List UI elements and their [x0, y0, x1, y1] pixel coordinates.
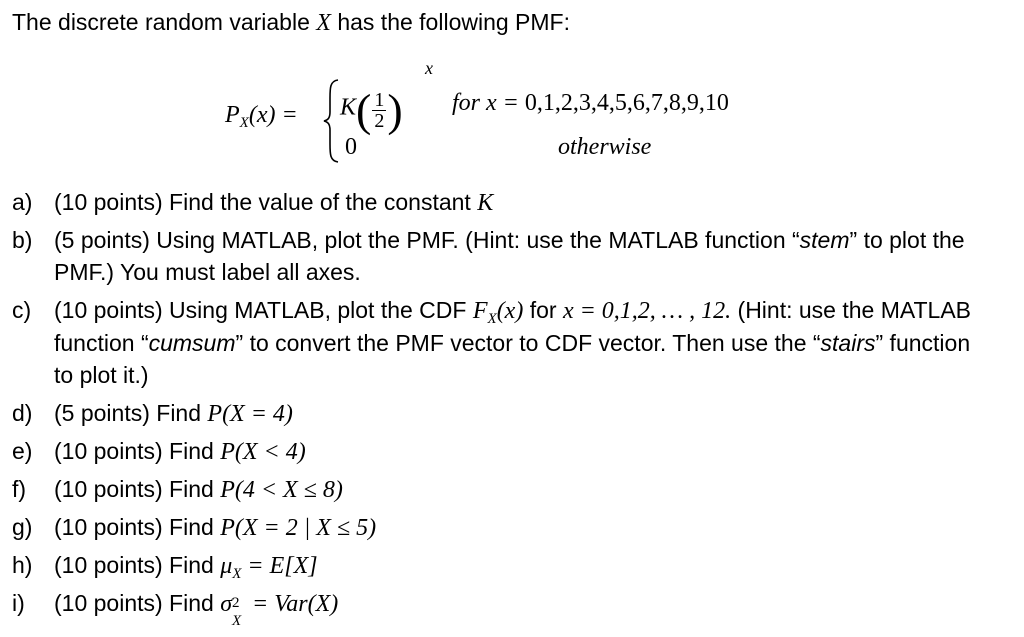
question-text-part: (Hint: use the MATLAB function “	[54, 297, 972, 356]
pmf-case-2: 0	[345, 134, 357, 160]
left-brace-icon	[322, 78, 342, 164]
question-label: i)	[12, 590, 25, 616]
question-text-part: (10 points) Find	[54, 590, 221, 616]
question-text-part: ” function to plot it.)	[54, 330, 971, 388]
question-emphasis: cumsum	[148, 330, 236, 356]
question-math: P(4 < X ≤ 8)	[220, 477, 343, 503]
question-item	[12, 549, 994, 587]
question-item	[12, 587, 994, 629]
question-math: (x)	[496, 298, 524, 324]
question-item	[12, 294, 994, 391]
condition-1-text: for x =	[452, 90, 525, 116]
question-math: σ	[220, 591, 233, 617]
question-text	[54, 473, 994, 506]
pmf-exponent: x	[425, 58, 433, 78]
question-text-part: (10 points) Find	[54, 476, 221, 502]
condition-1-values: 0,1,2,3,4,5,6,7,8,9,10	[524, 90, 729, 116]
question-label: a)	[12, 189, 33, 215]
pmf-lhs-subscript: X	[239, 115, 249, 131]
question-text-part: (10 points) Using MATLAB, plot the CDF	[54, 297, 473, 323]
question-math: = E[X]	[241, 553, 318, 579]
pmf-fraction	[372, 90, 386, 131]
question-text	[54, 587, 994, 629]
question-emphasis: stem	[799, 227, 850, 253]
question-math-subscript: X	[232, 613, 242, 629]
pmf-case-1	[340, 84, 403, 136]
pmf-lhs-arg: (x) =	[248, 102, 298, 128]
question-math: P(X = 4)	[207, 401, 293, 427]
question-list	[12, 186, 994, 629]
question-math: P(X = 2 | X ≤ 5)	[220, 515, 377, 541]
question-label: h)	[12, 552, 33, 578]
pmf-condition-2: otherwise	[558, 134, 652, 160]
fraction-numerator: 1	[374, 89, 385, 111]
question-math: μ	[220, 553, 233, 579]
intro-variable: X	[316, 10, 331, 36]
question-math-subscript: X	[232, 566, 242, 582]
question-math-superscript: 2	[232, 595, 240, 611]
question-text-part: (10 points) Find the value of the constant	[54, 189, 478, 215]
question-text	[54, 294, 994, 391]
question-text-part: (5 points) Find	[54, 400, 208, 426]
question-text	[54, 397, 994, 430]
question-label: f)	[12, 476, 27, 502]
question-item	[12, 397, 994, 435]
question-math-supsub	[232, 595, 246, 629]
question-item	[12, 435, 994, 473]
question-text	[54, 224, 994, 288]
pmf-constant: K	[340, 94, 357, 121]
fraction-denominator: 2	[374, 110, 385, 132]
question-math: P(X < 4)	[220, 439, 306, 465]
question-math: = Var(X)	[246, 591, 339, 617]
question-math: K	[477, 190, 494, 216]
question-text	[54, 549, 994, 582]
question-item	[12, 511, 994, 549]
question-text-part: (10 points) Find	[54, 438, 221, 464]
question-math: x = 0,1,2, … , 12.	[562, 298, 732, 324]
question-text	[54, 511, 994, 544]
question-label: b)	[12, 227, 33, 253]
pmf-lhs	[225, 102, 298, 129]
question-text-part: ” to plot the PMF.) You must label all axes.	[54, 227, 965, 285]
right-paren-icon: )	[387, 84, 403, 136]
question-text-part: ” to convert the PMF vector to CDF vector. Then use the “	[235, 330, 821, 356]
question-item	[12, 186, 994, 224]
question-item	[12, 224, 994, 288]
question-text	[54, 186, 994, 219]
pmf-lhs-symbol: P	[225, 102, 240, 128]
pmf-condition-1	[452, 90, 729, 117]
intro-text-after: has the following PMF:	[330, 9, 570, 35]
left-paren-icon: (	[356, 84, 372, 136]
question-label: g)	[12, 514, 33, 540]
question-label: c)	[12, 297, 32, 323]
question-text-part: for	[523, 297, 563, 323]
question-math-subscript: X	[487, 311, 497, 327]
question-label: d)	[12, 400, 33, 426]
intro-text-before: The discrete random variable	[12, 9, 317, 35]
question-text-part: (5 points) Using MATLAB, plot the PMF. (Hint: use the MATLAB function “	[54, 227, 800, 253]
question-item	[12, 473, 994, 511]
question-text-part: (10 points) Find	[54, 514, 221, 540]
question-label: e)	[12, 438, 33, 464]
pmf-definition	[0, 0, 1024, 180]
question-text-part: (10 points) Find	[54, 552, 221, 578]
question-emphasis: stairs	[820, 330, 876, 356]
question-text	[54, 435, 994, 468]
question-math: F	[472, 298, 488, 324]
